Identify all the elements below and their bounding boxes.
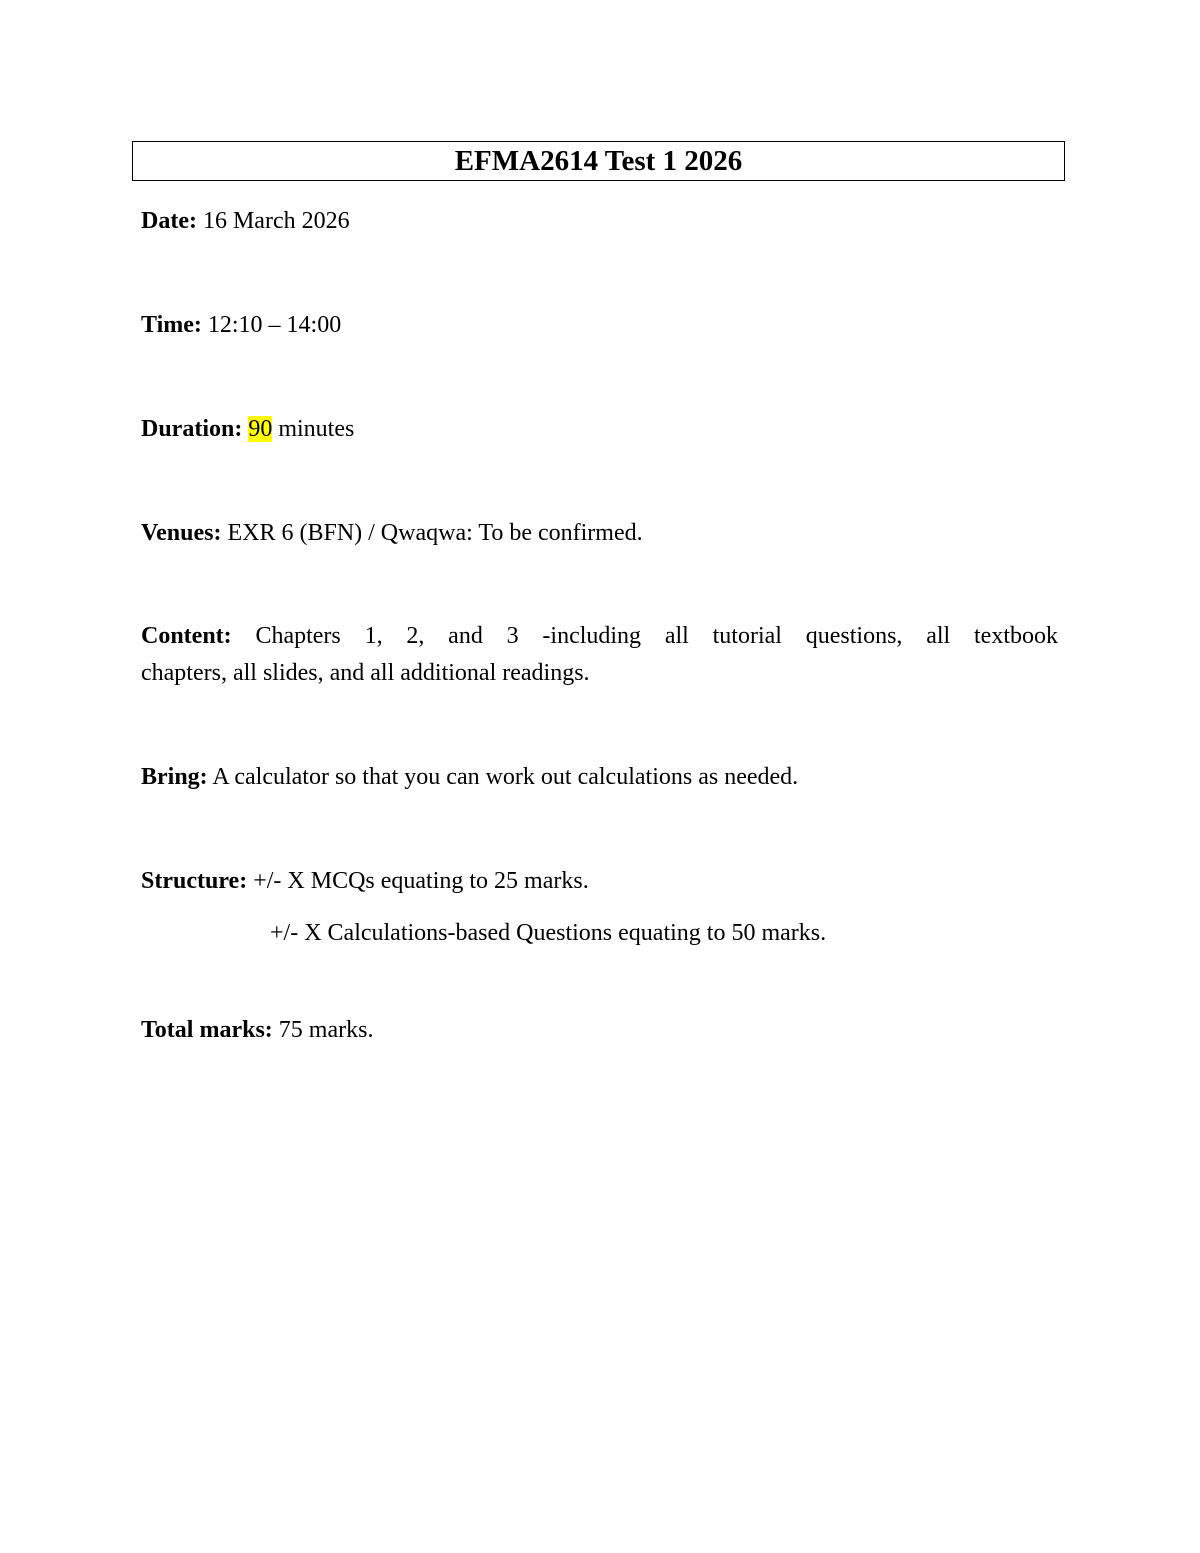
structure-label: Structure:: [141, 868, 248, 894]
total-line: [141, 1012, 373, 1048]
date-value: 16 March 2026: [196, 208, 350, 234]
date-label: Date:: [141, 208, 197, 234]
venues-line: [141, 515, 643, 551]
duration-label: Duration:: [141, 416, 243, 442]
time-value: 12:10 – 14:00: [201, 312, 342, 338]
date-line: [141, 203, 350, 239]
content-paragraph: [141, 618, 1058, 692]
time-label: Time:: [141, 312, 202, 338]
venues-value: EXR 6 (BFN) / Qwaqwa: To be confirmed.: [221, 520, 643, 546]
bring-label: Bring:: [141, 764, 208, 790]
total-label: Total marks:: [141, 1017, 273, 1043]
document-title: EFMA2614 Test 1 2026: [454, 144, 743, 177]
content-line-2: chapters, all slides, and all additional readings.: [141, 660, 590, 686]
duration-line: [141, 411, 354, 447]
title-box: [132, 141, 1065, 181]
duration-highlight: 90: [248, 416, 273, 442]
content-line-1: [141, 618, 1058, 655]
structure-line-1-text: +/- X MCQs equating to 25 marks.: [247, 868, 589, 894]
content-line-1-text: Chapters 1, 2, and 3 -including all tutorial questions, all textbook: [231, 623, 1058, 649]
duration-value: minutes: [272, 416, 355, 442]
bring-value: A calculator so that you can work out calculations as needed.: [207, 764, 799, 790]
time-line: [141, 307, 341, 343]
structure-line-1: [141, 863, 589, 899]
structure-line-2: +/- X Calculations-based Questions equating to 50 marks.: [270, 920, 827, 946]
content-label: Content:: [141, 623, 232, 649]
total-value: 75 marks.: [272, 1017, 374, 1043]
venues-label: Venues:: [141, 520, 222, 546]
bring-line: [141, 759, 798, 795]
